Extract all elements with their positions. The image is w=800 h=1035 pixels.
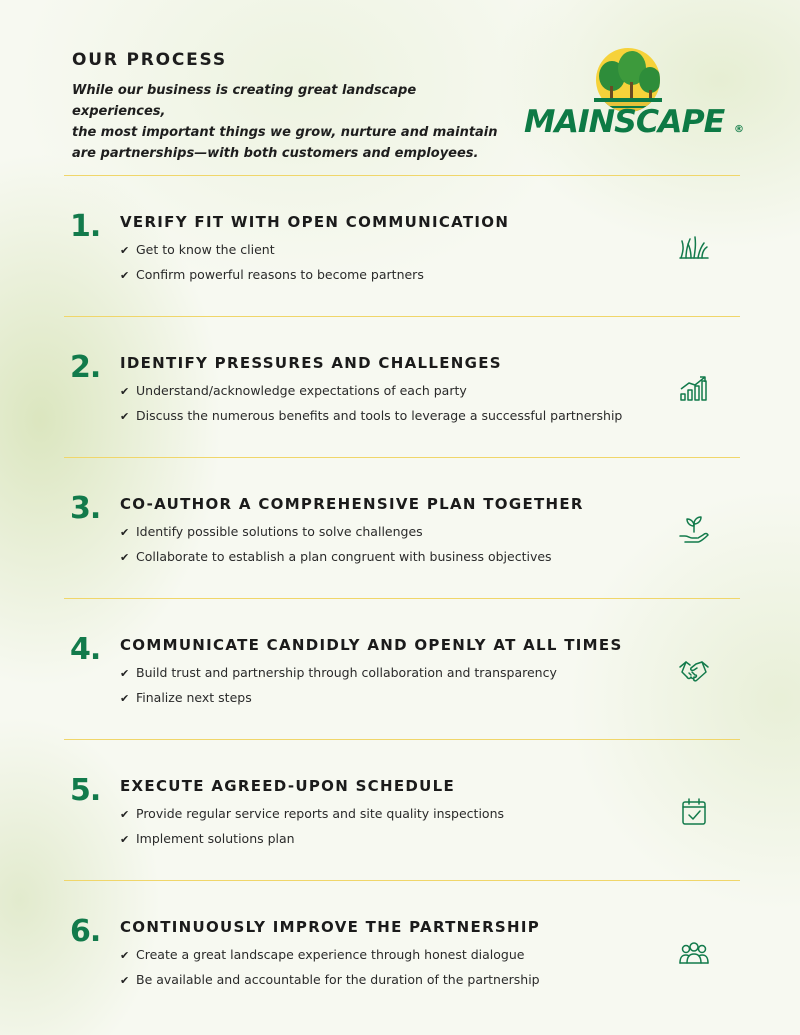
step-title: CO-AUTHOR A COMPREHENSIVE PLAN TOGETHER [120,495,584,513]
check-icon: ✔ [120,949,130,962]
people-group-icon [678,937,710,969]
check-icon: ✔ [120,974,130,987]
handshake-icon [678,655,710,687]
check-icon: ✔ [120,244,130,257]
step-number: 4. [70,632,101,667]
step-number: 6. [70,914,101,949]
process-step [64,316,740,457]
step-number: 3. [70,491,101,526]
calendar-check-icon [678,796,710,828]
step-title: CONTINUOUSLY IMPROVE THE PARTNERSHIP [120,918,541,936]
page-header [72,50,512,164]
check-icon: ✔ [120,526,130,539]
process-step [64,598,740,739]
mainscape-logo [520,46,750,146]
intro-text [72,80,512,164]
step-bullet: ✔ Get to know the client [120,238,424,263]
grass-icon [678,232,710,264]
step-bullet-list [120,238,424,288]
process-step [64,739,740,880]
registered-mark: ® [734,124,744,135]
step-bullet: ✔ Confirm powerful reasons to become partners [120,263,424,288]
growth-chart-icon [678,373,710,405]
check-icon: ✔ [120,269,130,282]
step-number: 5. [70,773,101,808]
intro-line: the most important things we grow, nurture and maintain [72,125,498,140]
step-bullet: ✔ Provide regular service reports and site quality inspections [120,802,504,827]
step-number: 2. [70,350,101,385]
hand-plant-icon [678,514,710,546]
process-step [64,175,740,316]
step-bullet: ✔ Build trust and partnership through collaboration and transparency [120,661,557,686]
step-bullet: ✔ Understand/acknowledge expectations of each party [120,379,622,404]
step-bullet: ✔ Create a great landscape experience through honest dialogue [120,943,540,968]
step-bullet-list [120,943,540,993]
process-step [64,880,740,1021]
step-bullet-list [120,661,557,711]
check-icon: ✔ [120,833,130,846]
step-bullet-list [120,520,552,570]
page-title: OUR PROCESS [72,50,227,70]
step-title: COMMUNICATE CANDIDLY AND OPENLY AT ALL TIMES [120,636,623,654]
process-step [64,457,740,598]
step-bullet: ✔ Implement solutions plan [120,827,504,852]
step-bullet: ✔ Discuss the numerous benefits and tools to leverage a successful partnership [120,404,622,429]
logo-wordmark: MAINSCAPE [524,104,725,140]
check-icon: ✔ [120,551,130,564]
step-number: 1. [70,209,101,244]
step-bullet: ✔ Collaborate to establish a plan congruent with business objectives [120,545,552,570]
step-bullet-list [120,802,504,852]
check-icon: ✔ [120,667,130,680]
step-bullet: ✔ Finalize next steps [120,686,557,711]
step-bullet: ✔ Be available and accountable for the duration of the partnership [120,968,540,993]
check-icon: ✔ [120,808,130,821]
check-icon: ✔ [120,692,130,705]
step-bullet-list [120,379,622,429]
step-title: VERIFY FIT WITH OPEN COMMUNICATION [120,213,510,231]
step-title: IDENTIFY PRESSURES AND CHALLENGES [120,354,502,372]
process-steps [64,175,740,1021]
intro-line: While our business is creating great landscape experiences, [72,83,417,119]
step-title: EXECUTE AGREED-UPON SCHEDULE [120,777,456,795]
check-icon: ✔ [120,385,130,398]
intro-line: are partnerships—with both customers and employees. [72,146,479,161]
check-icon: ✔ [120,410,130,423]
step-bullet: ✔ Identify possible solutions to solve challenges [120,520,552,545]
